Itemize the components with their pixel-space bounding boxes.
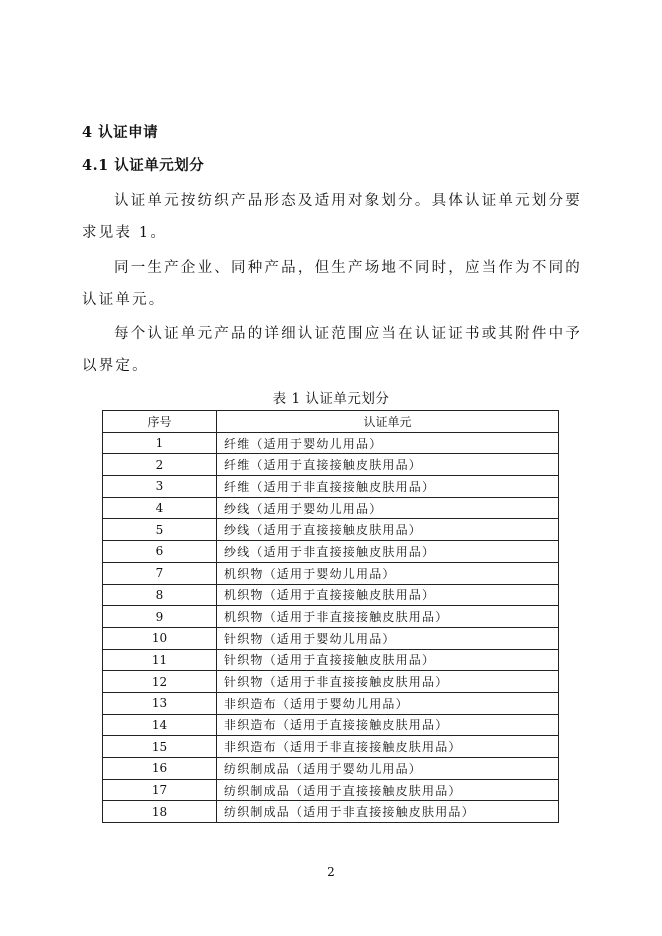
table-caption: 表 1 认证单元划分	[272, 391, 390, 407]
cell-serial-number: 7	[103, 562, 217, 584]
table-row	[103, 541, 559, 563]
table-row	[103, 779, 559, 801]
certification-units-table	[102, 410, 559, 823]
cell-certification-unit: 针织物（适用于婴幼儿用品）	[217, 627, 559, 649]
cell-serial-number: 8	[103, 584, 217, 606]
cell-serial-number: 4	[103, 497, 217, 519]
table-row	[103, 692, 559, 714]
table-row	[103, 454, 559, 476]
table-row	[103, 497, 559, 519]
cell-certification-unit: 非织造布（适用于非直接接触皮肤用品）	[217, 736, 559, 758]
cell-certification-unit: 机织物（适用于非直接接触皮肤用品）	[217, 606, 559, 628]
table-row	[103, 801, 559, 823]
cell-certification-unit: 纺织制成品（适用于婴幼儿用品）	[217, 758, 559, 780]
subsection-heading: 4.1 认证单元划分	[82, 157, 205, 174]
table-row	[103, 562, 559, 584]
cell-serial-number: 3	[103, 476, 217, 498]
cell-certification-unit: 机织物（适用于婴幼儿用品）	[217, 562, 559, 584]
header-serial-number: 序号	[103, 411, 217, 433]
table-row	[103, 584, 559, 606]
cell-serial-number: 15	[103, 736, 217, 758]
cell-serial-number: 6	[103, 541, 217, 563]
cell-serial-number: 1	[103, 432, 217, 454]
paragraph-1: 认证单元按纺织产品形态及适用对象划分。具体认证单元划分要求见表 1。	[82, 193, 582, 241]
paragraph-2: 同一生产企业、同种产品，但生产场地不同时，应当作为不同的认证单元。	[82, 260, 582, 308]
table-row	[103, 432, 559, 454]
cell-certification-unit: 纤维（适用于婴幼儿用品）	[217, 432, 559, 454]
cell-certification-unit: 纱线（适用于婴幼儿用品）	[217, 497, 559, 519]
cell-serial-number: 18	[103, 801, 217, 823]
table-row	[103, 714, 559, 736]
cell-certification-unit: 针织物（适用于非直接接触皮肤用品）	[217, 671, 559, 693]
table-row	[103, 606, 559, 628]
cell-certification-unit: 纱线（适用于直接接触皮肤用品）	[217, 519, 559, 541]
cell-serial-number: 12	[103, 671, 217, 693]
section-heading: 4 认证申请	[82, 124, 159, 141]
table-row	[103, 758, 559, 780]
cell-serial-number: 10	[103, 627, 217, 649]
table-row	[103, 649, 559, 671]
paragraph-3: 每个认证单元产品的详细认证范围应当在认证证书或其附件中予以界定。	[82, 326, 582, 374]
cell-serial-number: 16	[103, 758, 217, 780]
header-certification-unit: 认证单元	[217, 411, 559, 433]
table-row	[103, 736, 559, 758]
table-row	[103, 476, 559, 498]
page-number: 2	[327, 865, 335, 879]
table-row	[103, 671, 559, 693]
cell-serial-number: 13	[103, 692, 217, 714]
cell-serial-number: 2	[103, 454, 217, 476]
cell-serial-number: 17	[103, 779, 217, 801]
cell-certification-unit: 纺织制成品（适用于直接接触皮肤用品）	[217, 779, 559, 801]
cell-certification-unit: 纺织制成品（适用于非直接接触皮肤用品）	[217, 801, 559, 823]
cell-certification-unit: 针织物（适用于直接接触皮肤用品）	[217, 649, 559, 671]
cell-certification-unit: 机织物（适用于直接接触皮肤用品）	[217, 584, 559, 606]
cell-certification-unit: 非织造布（适用于婴幼儿用品）	[217, 692, 559, 714]
cell-certification-unit: 纤维（适用于非直接接触皮肤用品）	[217, 476, 559, 498]
cell-serial-number: 11	[103, 649, 217, 671]
table-row	[103, 627, 559, 649]
cell-certification-unit: 非织造布（适用于直接接触皮肤用品）	[217, 714, 559, 736]
table-row	[103, 519, 559, 541]
cell-certification-unit: 纤维（适用于直接接触皮肤用品）	[217, 454, 559, 476]
table-header-row	[103, 411, 559, 433]
cell-serial-number: 5	[103, 519, 217, 541]
cell-serial-number: 14	[103, 714, 217, 736]
cell-certification-unit: 纱线（适用于非直接接触皮肤用品）	[217, 541, 559, 563]
cell-serial-number: 9	[103, 606, 217, 628]
